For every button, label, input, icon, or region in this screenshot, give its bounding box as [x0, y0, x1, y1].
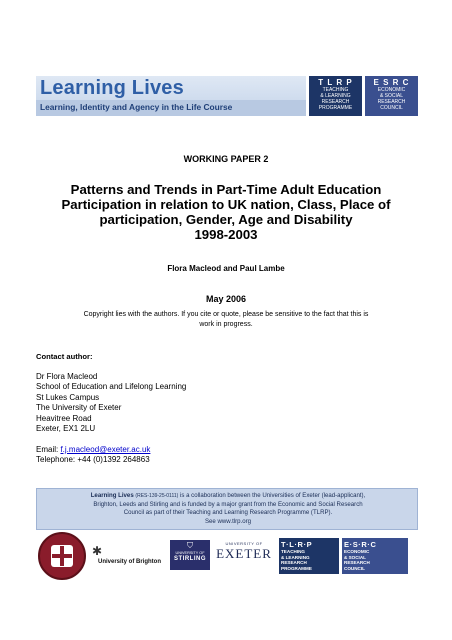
tlrp-footer-logo-line: & LEARNING: [281, 554, 310, 560]
authors: Flora Macleod and Paul Lambe: [167, 264, 285, 273]
esrc-logo: [365, 76, 418, 116]
grant-reference: (RES-139-25-0111): [135, 493, 179, 499]
tlrp-footer-logo: [279, 538, 339, 574]
contact-address: [36, 372, 186, 434]
copyright-line: work in progress.: [199, 321, 253, 328]
address-line: Exeter, EX1 2LU: [36, 424, 96, 434]
funding-line: is a collaboration between the Universities of Exeter (lead-applicant),: [178, 492, 366, 499]
exeter-logo-text: EXETER: [216, 546, 272, 561]
esrc-footer-logo-line: RESEARCH: [344, 560, 370, 566]
funding-statement-box: [36, 488, 418, 530]
email-line: [36, 445, 150, 455]
tlrp-logo-line: TEACHING: [322, 87, 349, 93]
contact-author-label: Contact author:: [36, 352, 93, 361]
banner-title: Learning Lives: [40, 77, 184, 99]
email-label: Email:: [36, 445, 61, 454]
stirling-logo-small-text: UNIVERSITY OF: [175, 551, 205, 555]
tlrp-logo-line: PROGRAMME: [318, 105, 353, 111]
telephone: Telephone: +44 (0)1392 264863: [36, 455, 150, 464]
address-line: St Lukes Campus: [36, 392, 100, 402]
brighton-logo-text: University of Brighton: [98, 559, 162, 565]
banner-subtitle: Learning, Identity and Agency in the Life Course: [40, 102, 233, 112]
copyright-line: Copyright lies with the authors. If you cite or quote, please be sensitive to the fact that this is: [83, 311, 369, 318]
working-paper-label: WORKING PAPER 2: [183, 154, 269, 164]
esrc-logo-text: E S R C: [373, 78, 410, 87]
address-line: Dr Flora Macleod: [36, 372, 98, 381]
exeter-logo-small-text: UNIVERSITY OF: [225, 541, 263, 546]
title-line: 1998-2003: [194, 227, 258, 242]
publication-date: May 2006: [205, 294, 247, 304]
tlrp-footer-logo-line: PROGRAMME: [281, 565, 312, 571]
brighton-star-icon: ✱: [92, 544, 103, 558]
university-of-stirling-logo: [170, 540, 210, 570]
tlrp-website-link[interactable]: See www.tlrp.org: [204, 517, 252, 525]
university-crest-logo: [38, 532, 86, 580]
funding-line: Brighton, Leeds and Stirling and is funded by a major grant from the Economic and Social Research: [93, 500, 363, 508]
tlrp-footer-logo-text: T·L·R·P: [281, 540, 313, 549]
esrc-footer-logo: [342, 538, 408, 574]
tlrp-logo-text: T L R P: [318, 78, 353, 87]
title-line: participation, Gender, Age and Disability: [99, 212, 353, 227]
university-of-exeter-logo: [216, 541, 272, 571]
tlrp-logo-line: & LEARNING: [320, 93, 351, 99]
university-of-brighton-logo: [92, 544, 164, 572]
shield-icon: ⛉: [187, 541, 193, 550]
banner-subtitle-strip: [36, 100, 306, 116]
copyright-notice: [30, 310, 422, 330]
funding-statement: [41, 492, 415, 526]
title-line: Participation in relation to UK nation, Class, Place of: [61, 197, 391, 212]
esrc-logo-line: & SOCIAL: [379, 93, 404, 99]
esrc-logo-line: COUNCIL: [380, 105, 403, 111]
document-title: [40, 182, 412, 242]
title-line: Patterns and Trends in Part-Time Adult Education: [70, 182, 382, 197]
address-line: The University of Exeter: [36, 403, 122, 413]
esrc-logo-line: ECONOMIC: [377, 87, 406, 93]
esrc-footer-logo-line: COUNCIL: [344, 565, 365, 571]
esrc-footer-logo-line: ECONOMIC: [344, 549, 370, 554]
tlrp-logo-line: RESEARCH: [321, 99, 350, 105]
stirling-logo-text: STIRLING: [174, 556, 206, 562]
esrc-logo-line: RESEARCH: [377, 99, 406, 105]
header-banner: [36, 76, 418, 116]
funding-line: Council as part of their Teaching and Learning Research Programme (TLRP).: [123, 509, 333, 517]
esrc-footer-logo-line: & SOCIAL: [344, 554, 366, 560]
address-line: School of Education and Lifelong Learning: [36, 382, 187, 392]
tlrp-footer-logo-line: TEACHING: [281, 549, 305, 554]
project-name: Learning Lives: [90, 492, 134, 499]
tlrp-logo: [309, 76, 362, 116]
address-line: Heavitree Road: [36, 413, 92, 423]
esrc-footer-logo-text: E·S·R·C: [344, 540, 377, 549]
tlrp-footer-logo-line: RESEARCH: [281, 560, 307, 566]
email-link[interactable]: f.j.macleod@exeter.ac.uk: [60, 445, 151, 454]
banner-title-panel: [36, 76, 306, 116]
